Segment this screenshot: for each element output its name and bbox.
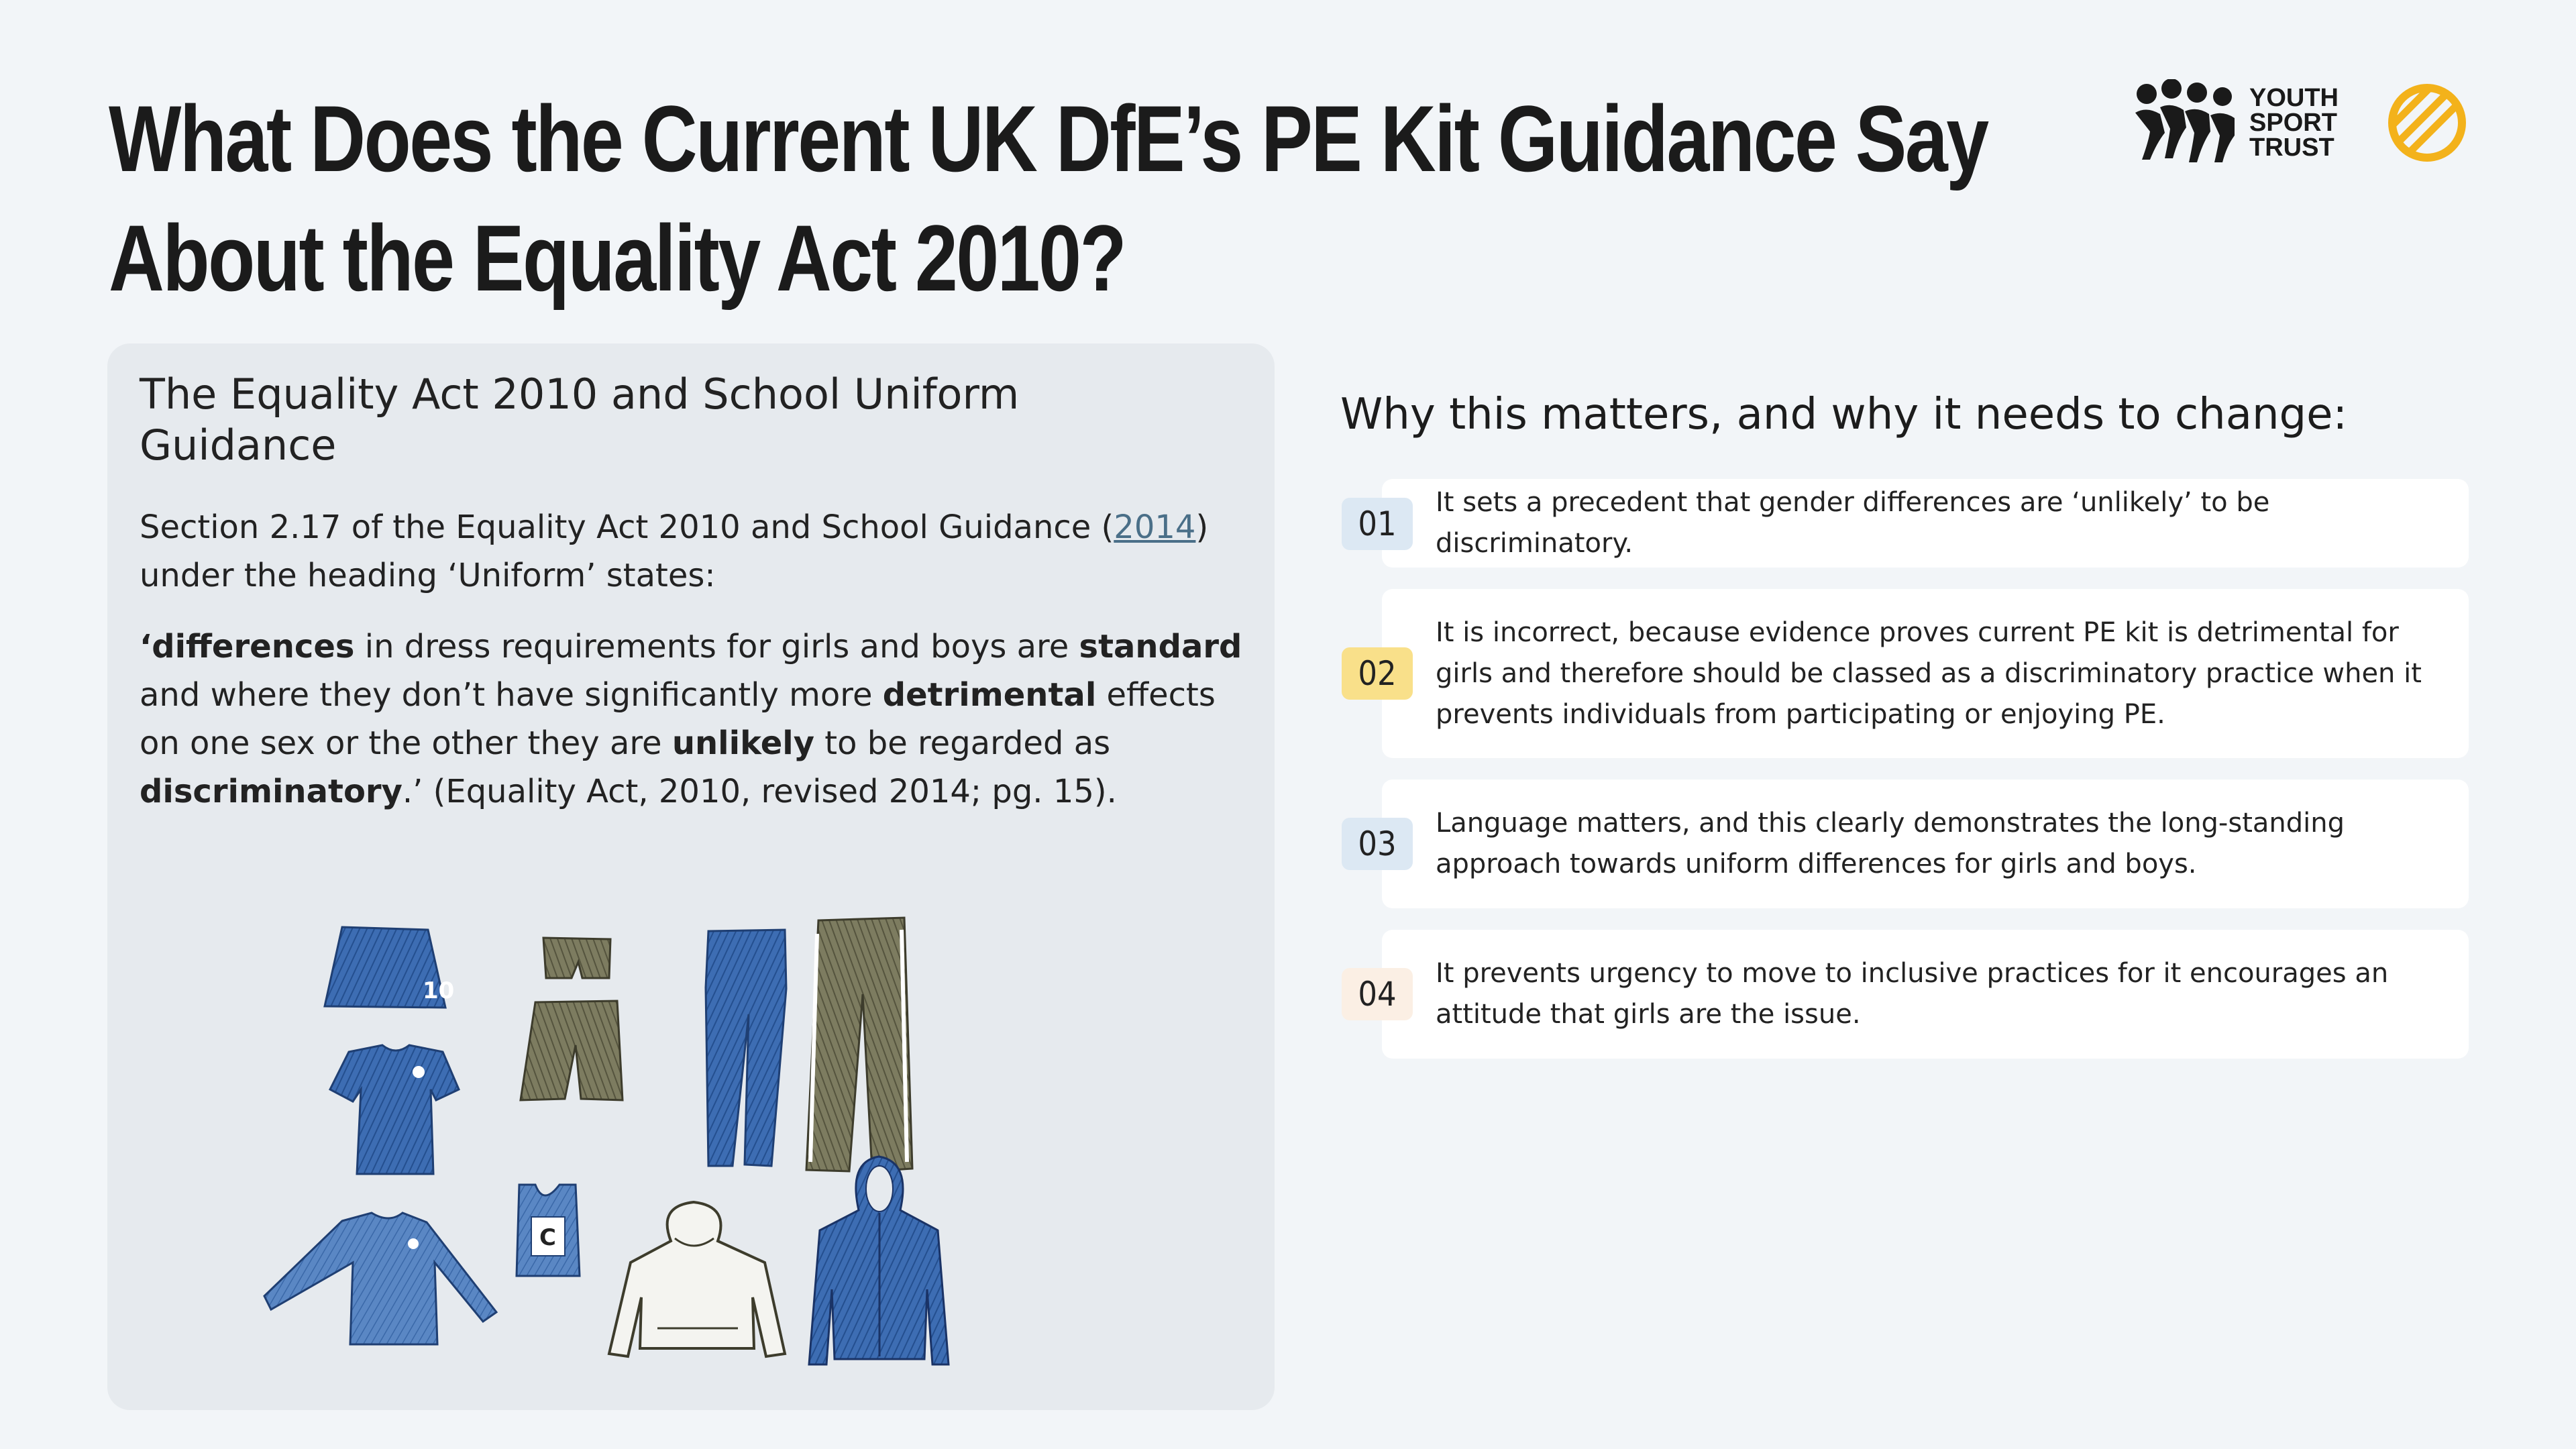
skort-number: 10 (423, 977, 455, 1004)
quote-text: .’ (Equality Act, 2010, revised 2014; pg. 15). (402, 773, 1117, 810)
t-shirt-drawing (330, 1045, 459, 1174)
guidance-2014-link[interactable]: 2014 (1114, 508, 1196, 546)
quote-bold-differences: ‘differences (140, 628, 355, 665)
section-text-before: Section 2.17 of the Equality Act 2010 and School Guidance ( (140, 508, 1114, 546)
reason-number-4: 04 (1342, 968, 1413, 1020)
reason-text-4: It prevents urgency to move to inclusive practices for it encourages an attitude that girls are the issue. (1436, 958, 2389, 1030)
reason-card-1 (1382, 479, 2469, 568)
reason-number-3: 03 (1342, 818, 1413, 870)
skort-drawing (325, 927, 454, 1008)
track-pants-drawing (806, 918, 912, 1171)
equality-act-panel (107, 343, 1275, 1410)
page-title: What Does the Current UK DfE’s PE Kit Guidance Say About the Equality Act 2010? (109, 86, 1988, 311)
reason-text-1: It sets a precedent that gender differences are ‘unlikely’ to be discriminatory. (1436, 487, 2270, 559)
quote-paragraph (140, 623, 1246, 816)
hooded-coat-drawing (809, 1157, 949, 1364)
logo-group (2130, 79, 2469, 166)
why-it-matters-heading: Why this matters, and why it needs to change: (1340, 390, 2348, 439)
reason-card-4 (1382, 930, 2469, 1059)
quote-bold-discriminatory: discriminatory (140, 773, 402, 810)
pe-kit-illustration (255, 914, 1127, 1370)
blue-leggings-drawing (706, 930, 786, 1166)
striped-circle-logo-icon (2385, 81, 2469, 164)
section-text-after: ) under the heading ‘Uniform’ states: (140, 508, 1209, 594)
logo-text-sport: SPORT (2249, 108, 2337, 137)
small-shorts-drawing (543, 938, 610, 978)
quote-text: to be regarded as (814, 724, 1111, 762)
panel-heading: The Equality Act 2010 and School Uniform Guidance (140, 370, 1020, 470)
quote-text: and where they don’t have significantly more (140, 676, 883, 714)
people-icon (2130, 79, 2237, 166)
quote-bold-detrimental: detrimental (882, 676, 1097, 714)
youth-sport-trust-logo (2130, 79, 2339, 166)
reason-text-2: It is incorrect, because evidence proves current PE kit is detrimental for girls and therefore should be classed as a discriminatory practice when it prevents individuals from participating or enjoying PE. (1436, 616, 2422, 730)
reason-card-3 (1382, 780, 2469, 908)
bib-letter: C (539, 1224, 556, 1251)
reason-text-3: Language matters, and this clearly demonstrates the long-standing approach towards uniform differences for girls and boys. (1436, 808, 2345, 879)
reason-number-2: 02 (1342, 647, 1413, 700)
quote-bold-unlikely: unlikely (672, 724, 815, 762)
quote-text: in dress requirements for girls and boys are (354, 628, 1079, 665)
quote-bold-standard: standard (1079, 628, 1242, 665)
reason-number-1: 01 (1342, 498, 1413, 550)
long-sleeve-top-drawing (264, 1213, 496, 1344)
white-hoodie-drawing (609, 1202, 785, 1356)
reason-card-2 (1382, 589, 2469, 758)
bib-drawing (517, 1185, 580, 1276)
long-shorts-drawing (521, 1001, 623, 1100)
section-paragraph (140, 503, 1240, 600)
logo-text-trust: TRUST (2249, 133, 2334, 162)
quote-text: effects on one sex or the other they are (140, 676, 1216, 762)
logo-text-youth: YOUTH (2249, 83, 2339, 112)
